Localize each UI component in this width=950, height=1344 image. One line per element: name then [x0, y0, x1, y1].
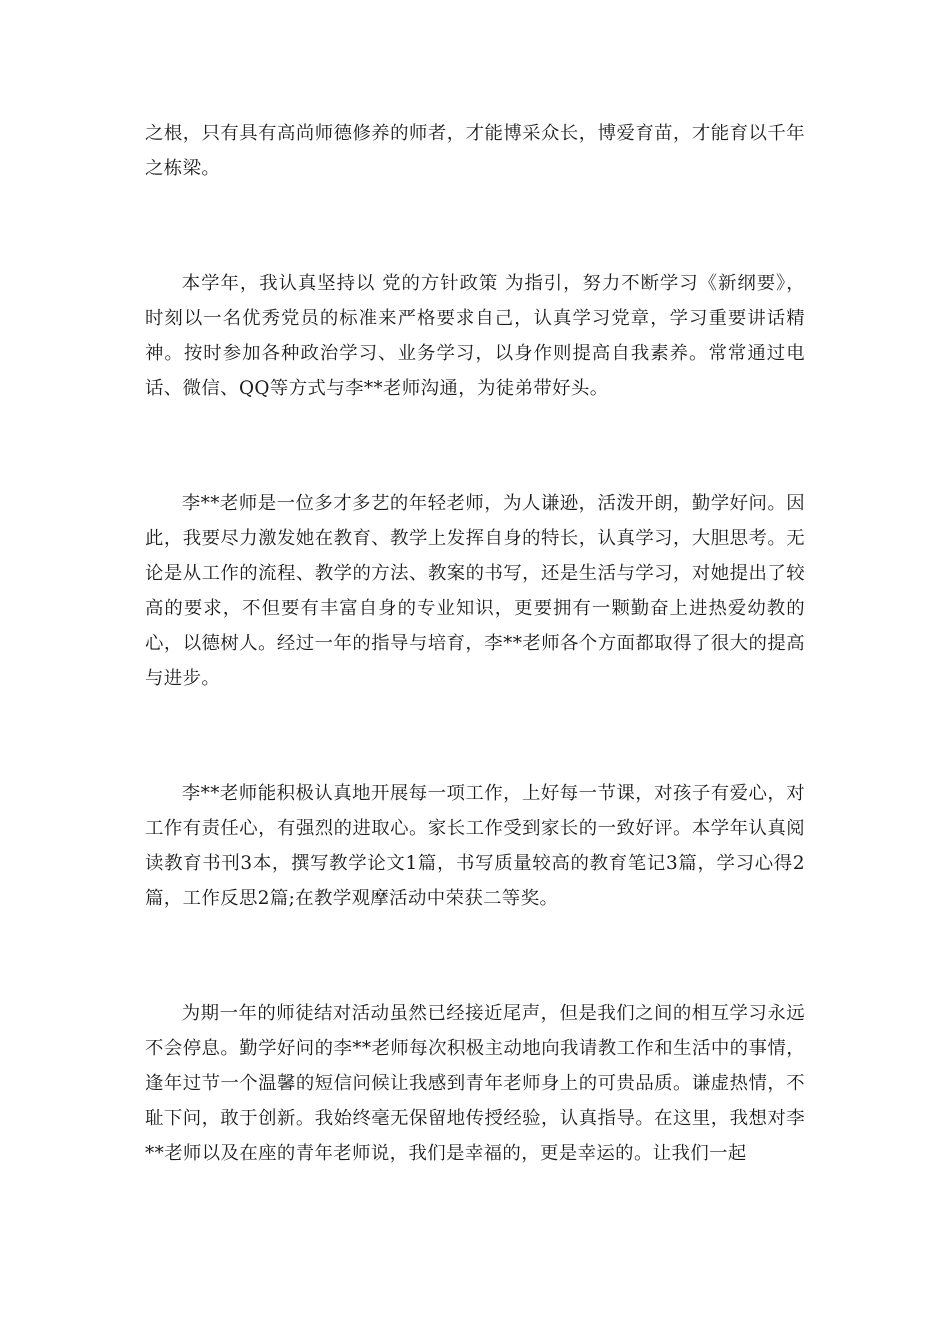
paragraph-1: 之根，只有具有高尚师德修养的师者，才能博采众长，博爱育苗，才能育以千年之栋梁。: [145, 123, 805, 179]
paragraph-spacer: [145, 406, 805, 486]
paragraph-spacer: [145, 916, 805, 996]
paragraph-3: 李**老师是一位多才多艺的年轻老师，为人谦逊，活泼开朗，勤学好问。因此，我要尽力激发她在教育、教学上发挥自身的特长，认真学习，大胆思考。无论是从工作的流程、教学的方法、教案的书写，还是生活与学习，对她提出了较高的要求，不但要有丰富自身的专业知识，更要拥有一颗勤奋上进热爱幼教的心，以德树人。经过一年的指导与培育，李**老师各个方面都取得了很大的提高与进步。: [145, 493, 805, 689]
paragraph-spacer: [145, 696, 805, 776]
paragraph-spacer: [145, 186, 805, 266]
paragraph-2: 本学年，我认真坚持以 党的方针政策 为指引，努力不断学习《新纲要》，时刻以一名优秀党员的标准来严格要求自己，认真学习党章，学习重要讲话精神。按时参加各种政治学习、业务学习，以身作则提高自我素养。常常通过电话、微信、QQ等方式与李**老师沟通，为徒弟带好头。: [145, 273, 805, 399]
paragraph-5: 为期一年的师徒结对活动虽然已经接近尾声，但是我们之间的相互学习永远不会停息。勤学好问的李**老师每次积极主动地向我请教工作和生活中的事情，逢年过节一个温馨的短信问候让我感到青年老师身上的可贵品质。谦虚热情，不耻下问，敢于创新。我始终毫无保留地传授经验，认真指导。在这里，我想对李**老师以及在座的青年老师说，我们是幸福的，更是幸运的。让我们一起: [145, 1003, 805, 1164]
paragraph-4: 李**老师能积极认真地开展每一项工作，上好每一节课，对孩子有爱心，对工作有责任心，有强烈的进取心。家长工作受到家长的一致好评。本学年认真阅读教育书刊3本，撰写教学论文1篇，书写质量较高的教育笔记3篇，学习心得2篇，工作反思2篇;在教学观摩活动中荣获二等奖。: [145, 783, 805, 909]
document-body: [145, 116, 805, 1171]
